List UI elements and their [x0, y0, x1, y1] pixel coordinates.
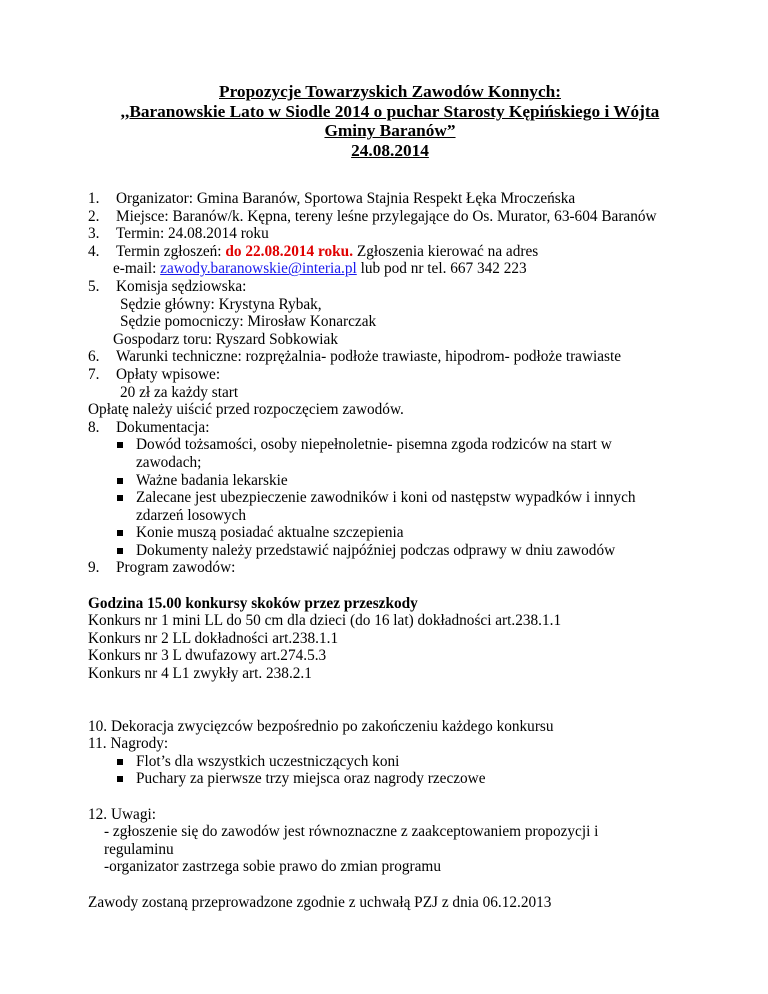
- item-text: Opłaty wpisowe:: [116, 365, 221, 383]
- document-body: [88, 190, 708, 911]
- bullet-text: Puchary za pierwsze trzy miejsca oraz nagrody rzeczowe: [136, 770, 486, 788]
- bullet-item: [88, 542, 708, 560]
- item-technical: [88, 348, 708, 366]
- bullet-item: [88, 770, 708, 788]
- bullet-item: [88, 472, 708, 490]
- document-title: [90, 82, 690, 160]
- item-number: 5.: [88, 277, 100, 295]
- item-text: Termin zgłoszeń:: [116, 242, 226, 260]
- item-organizer: [88, 190, 708, 208]
- item-number: 9.: [88, 559, 100, 577]
- email-link[interactable]: zawody.baranowskie@interia.pl: [160, 260, 357, 278]
- remark-text: regulaminu: [104, 840, 174, 858]
- item-prizes: 11. Nagrody:: [88, 735, 169, 753]
- item-text: Program zawodów:: [116, 559, 236, 577]
- contact-line: [88, 260, 708, 278]
- bullet-text: Konie muszą posiadać aktualne szczepienia: [136, 524, 404, 542]
- remark-1: [88, 823, 708, 858]
- item-remarks: 12. Uwagi:: [88, 805, 156, 823]
- item-text: Termin: 24.08.2014 roku: [116, 225, 269, 243]
- bullet-text: Ważne badania lekarskie: [136, 471, 288, 489]
- item-number: 6.: [88, 348, 100, 366]
- title-line-1: Propozycje Towarzyskich Zawodów Konnych:: [219, 82, 561, 101]
- item-text: Organizator: Gmina Baranów, Sportowa Stajnia Respekt Łęka Mroczeńska: [116, 190, 576, 207]
- item-awards-ceremony: 10. Dekoracja zwycięzców bezpośrednio po zakończeniu każdego konkursu: [88, 717, 554, 735]
- judge-assistant: Sędzie pomocniczy: Mirosław Konarczak: [120, 313, 377, 331]
- footer-note: Zawody zostaną przeprowadzone zgodnie z uchwałą PZJ z dnia 06.12.2013: [88, 893, 552, 911]
- item-location: [88, 208, 708, 226]
- track-host: Gospodarz toru: Ryszard Sobkowiak: [113, 330, 338, 348]
- item-text: Warunki techniczne: rozprężalnia- podłoże trawiaste, hipodrom- podłoże trawiaste: [116, 348, 622, 366]
- item-number: 4.: [88, 242, 100, 260]
- registration-deadline: do 22.08.2014 roku.: [225, 242, 354, 260]
- email-prefix: e-mail:: [113, 260, 161, 278]
- item-date: [88, 225, 708, 243]
- bullet-text: zdarzeń losowych: [136, 506, 247, 524]
- competition-1: Konkurs nr 1 mini LL do 50 cm dla dzieci (do 16 lat) dokładności art.238.1.1: [88, 612, 562, 630]
- bullet-text: zawodach;: [136, 453, 202, 471]
- title-line-2: ,,Baranowskie Lato w Siodle 2014 o puchar Starosty Kępińskiego i Wójta: [120, 101, 660, 121]
- item-number: 1.: [88, 190, 100, 207]
- remark-text: - zgłoszenie się do zawodów jest równoznaczne z zaakceptowaniem propozycji i: [104, 823, 599, 841]
- competition-2: Konkurs nr 2 LL dokładności art.238.1.1: [88, 629, 339, 647]
- competition-4: Konkurs nr 4 L1 zwykły art. 238.2.1: [88, 665, 312, 683]
- bullet-item: [88, 524, 708, 542]
- item-fees: [88, 366, 708, 384]
- item-number: 3.: [88, 225, 100, 243]
- competition-3: Konkurs nr 3 L dwufazowy art.274.5.3: [88, 647, 327, 665]
- bullet-item: [88, 489, 708, 524]
- title-line-3: Gminy Baranów”: [324, 121, 456, 141]
- remark-2: -organizator zastrzega sobie prawo do zmian programu: [104, 858, 441, 876]
- item-number: 7.: [88, 365, 100, 383]
- bullet-item: [88, 436, 708, 471]
- item-documents: [88, 419, 708, 437]
- fee-amount: 20 zł za każdy start: [120, 383, 239, 401]
- square-bullet-icon: [117, 759, 123, 765]
- item-text: Zgłoszenia kierować na adres: [353, 242, 539, 260]
- item-text: Komisja sędziowska:: [116, 277, 247, 295]
- item-text: Dokumentacja:: [116, 418, 210, 436]
- square-bullet-icon: [117, 776, 123, 782]
- item-number: 8.: [88, 418, 100, 436]
- square-bullet-icon: [117, 548, 123, 554]
- bullet-text: Zalecane jest ubezpieczenie zawodników i koni od następstw wypadków i innych: [136, 489, 636, 507]
- item-text: Miejsce: Baranów/k. Kępna, tereny leśne przylegające do Os. Murator, 63-604 Baranów: [116, 207, 657, 225]
- bullet-text: Dowód tożsamości, osoby niepełnoletnie- pisemna zgoda rodziców na start w: [136, 436, 612, 454]
- item-program: [88, 559, 708, 577]
- bullet-item: [88, 753, 708, 771]
- judge-main: Sędzie główny: Krystyna Rybak,: [120, 295, 322, 313]
- program-heading: Godzina 15.00 konkursy skoków przez przeszkody: [88, 594, 418, 612]
- item-jury: [88, 278, 708, 296]
- square-bullet-icon: [117, 478, 123, 484]
- square-bullet-icon: [117, 530, 123, 536]
- item-number: 2.: [88, 207, 100, 225]
- item-registration: [88, 243, 708, 261]
- title-date: 24.08.2014: [351, 140, 429, 160]
- fee-note: Opłatę należy uiścić przed rozpoczęciem zawodów.: [88, 401, 404, 419]
- bullet-text: Flot’s dla wszystkich uczestniczących koni: [136, 752, 400, 770]
- square-bullet-icon: [117, 495, 123, 501]
- phone-text: lub pod nr tel. 667 342 223: [356, 260, 527, 278]
- bullet-text: Dokumenty należy przedstawić najpóźniej podczas odprawy w dniu zawodów: [136, 541, 616, 559]
- square-bullet-icon: [117, 442, 123, 448]
